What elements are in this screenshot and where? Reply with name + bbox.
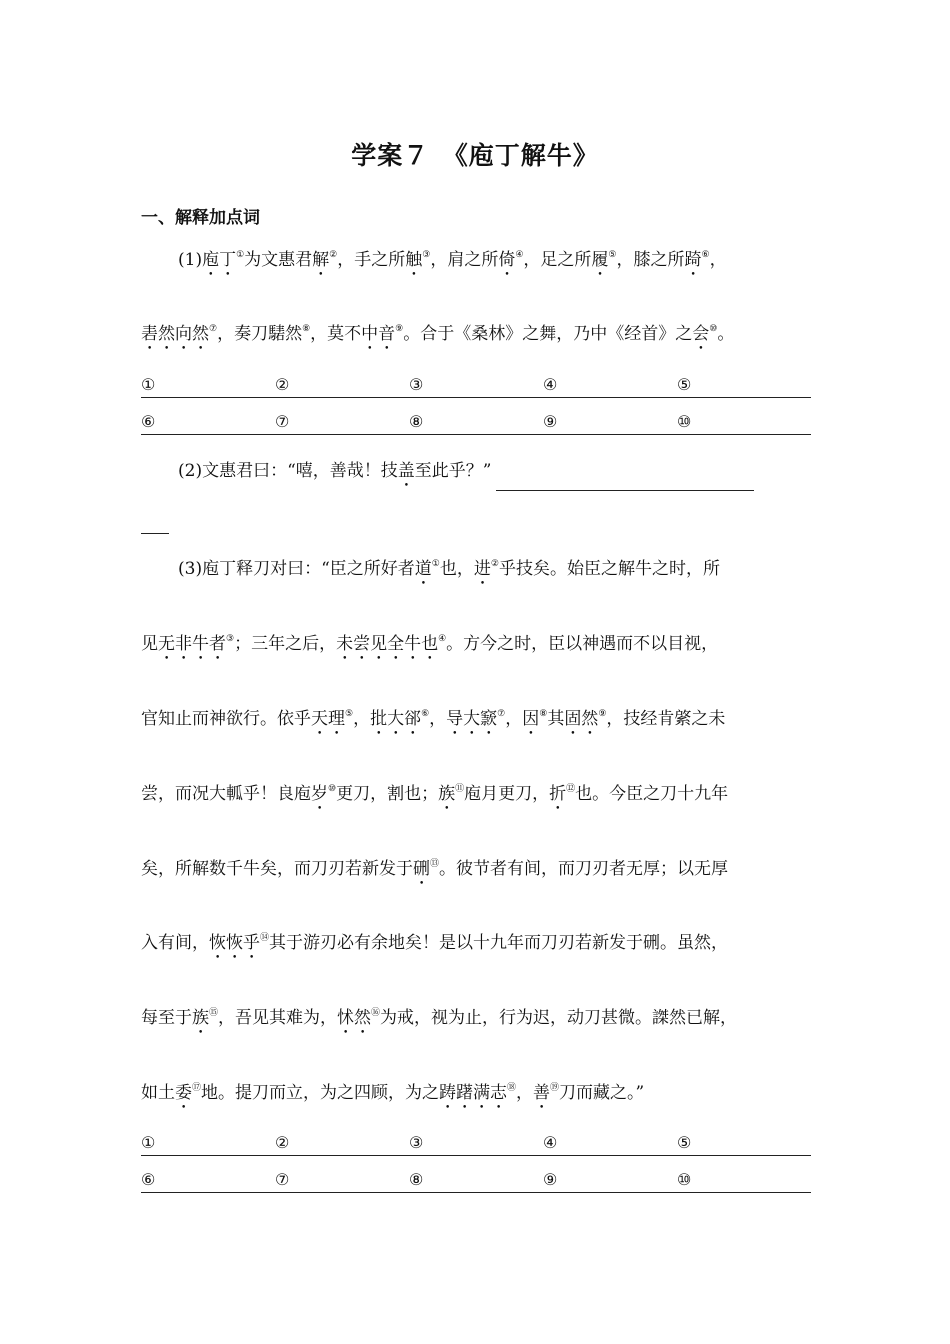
dotted-term: 硎 bbox=[413, 859, 430, 879]
q1-line-1 bbox=[178, 248, 811, 280]
q1-text-2 bbox=[141, 324, 734, 344]
q3-label: (3) bbox=[178, 559, 203, 579]
text-run: 。 bbox=[717, 324, 735, 344]
text-run: ，膝之所 bbox=[616, 250, 685, 270]
text-run: 。彼节者有间，而刀刃者无厚；以无厚 bbox=[439, 859, 729, 879]
footnote-marker: ⑩ bbox=[328, 784, 337, 794]
answer-marker: ⑩ bbox=[677, 412, 692, 431]
q3-text-6 bbox=[141, 933, 728, 953]
text-run: ，足之所 bbox=[523, 250, 592, 270]
dotted-term: 进 bbox=[473, 559, 491, 579]
dotted-term: 未尝见全牛也 bbox=[336, 634, 439, 654]
q1-line-2 bbox=[141, 322, 811, 354]
footnote-marker: ⑤ bbox=[345, 709, 354, 719]
text-run: ；三年之后， bbox=[234, 634, 337, 654]
q2-text bbox=[202, 461, 491, 481]
answer-marker: ⑥ bbox=[141, 1170, 156, 1189]
text-run: 尝，而况大軱乎！良庖 bbox=[141, 784, 311, 804]
q3-text-2 bbox=[141, 634, 718, 654]
text-run: ， bbox=[353, 709, 371, 729]
footnote-marker: ⑧ bbox=[539, 709, 548, 719]
text-run: 也。今臣之刀十九年 bbox=[575, 784, 729, 804]
text-run: 官知止而神欲行。依乎 bbox=[141, 709, 311, 729]
answer-marker: ② bbox=[275, 1133, 290, 1152]
text-run: 地。提刀而立，为之四顾，为之 bbox=[201, 1083, 440, 1103]
text-run: ， bbox=[505, 709, 523, 729]
answer-marker: ④ bbox=[543, 375, 558, 394]
text-run: 。合于《桑林》之舞，乃中《经首》之 bbox=[403, 324, 693, 344]
footnote-marker: ⑭ bbox=[260, 933, 270, 943]
footnote-marker: ① bbox=[236, 250, 245, 260]
footnote-marker: ⑪ bbox=[455, 784, 465, 794]
text-run: 庖月更刀， bbox=[464, 784, 550, 804]
text-run: 入有间， bbox=[141, 933, 209, 953]
text-run: ， bbox=[709, 250, 727, 270]
dotted-term: 恢恢乎 bbox=[209, 933, 260, 953]
footnote-marker: ⑥ bbox=[701, 250, 710, 260]
q2-label: (2) bbox=[178, 461, 203, 481]
footnote-marker: ⑨ bbox=[395, 324, 404, 334]
text-run: ，肩之所 bbox=[430, 250, 499, 270]
text-run: 见 bbox=[141, 634, 158, 654]
q2-line-2 bbox=[141, 510, 811, 534]
text-run: 其 bbox=[547, 709, 565, 729]
dotted-term: 固然 bbox=[564, 709, 599, 729]
q3-text-5 bbox=[141, 859, 728, 879]
dotted-term: 善 bbox=[533, 1083, 551, 1103]
dotted-term: 触 bbox=[405, 250, 423, 270]
q3-line-8 bbox=[141, 1081, 811, 1113]
text-run: 为文惠君 bbox=[244, 250, 313, 270]
q3-text-4 bbox=[141, 784, 728, 804]
text-run: 也， bbox=[439, 559, 474, 579]
dotted-term: 岁 bbox=[311, 784, 328, 804]
section-heading: 一、解释加点词 bbox=[141, 208, 260, 228]
answer-marker: ⑨ bbox=[543, 1170, 558, 1189]
dotted-term: 因 bbox=[522, 709, 540, 729]
footnote-marker: ⑤ bbox=[608, 250, 617, 260]
answer-marker: ⑤ bbox=[677, 1133, 692, 1152]
footnote-marker: ② bbox=[329, 250, 338, 260]
footnote-marker: ⑫ bbox=[566, 784, 576, 794]
footnote-marker: ⑧ bbox=[302, 324, 311, 334]
dotted-term: 中音 bbox=[361, 324, 396, 344]
footnote-marker: ⑨ bbox=[598, 709, 607, 719]
dotted-term: 踦 bbox=[684, 250, 702, 270]
text-run: 每至于 bbox=[141, 1008, 192, 1028]
answer-marker: ① bbox=[141, 1133, 156, 1152]
dotted-term: 导大窾 bbox=[446, 709, 498, 729]
q1-answer-row-2[interactable] bbox=[141, 412, 811, 435]
answer-marker: ② bbox=[275, 375, 290, 394]
dotted-term: 会 bbox=[692, 324, 710, 344]
text-run: 为戒，视为止，行为迟，动刀甚微。謋然已解， bbox=[380, 1008, 738, 1028]
footnote-marker: ④ bbox=[515, 250, 524, 260]
answer-marker: ① bbox=[141, 375, 156, 394]
q1-label: (1) bbox=[178, 250, 203, 270]
answer-marker: ⑨ bbox=[543, 412, 558, 431]
footnote-marker: ⑰ bbox=[192, 1083, 202, 1093]
answer-marker: ③ bbox=[409, 1133, 424, 1152]
dotted-term: 族 bbox=[438, 784, 456, 804]
text-run: 乎技矣。始臣之解牛之时，所 bbox=[498, 559, 720, 579]
footnote-marker: ⑩ bbox=[709, 324, 718, 334]
dotted-term: 族 bbox=[192, 1008, 209, 1028]
answer-marker: ⑦ bbox=[275, 412, 290, 431]
q3-answer-row-1[interactable] bbox=[141, 1133, 811, 1156]
dotted-term: 砉然 bbox=[141, 324, 175, 344]
q3-text-7 bbox=[141, 1008, 737, 1028]
dotted-term: 踌躇满志 bbox=[439, 1083, 508, 1103]
text-run: 更刀，割也； bbox=[336, 784, 439, 804]
text-run: ， bbox=[429, 709, 447, 729]
text-run: 。方今之时，臣以神遇而不以目视， bbox=[446, 634, 719, 654]
text-run: ， bbox=[516, 1083, 534, 1103]
q3-line-2 bbox=[141, 632, 811, 664]
footnote-marker: ⑲ bbox=[550, 1083, 560, 1093]
dotted-term: 盖 bbox=[397, 461, 415, 481]
q3-line-1 bbox=[178, 557, 811, 589]
q3-text-8 bbox=[141, 1083, 644, 1103]
text-run: 其于游刃必有余地矣！是以十九年而刀刃若新发于硎。虽然， bbox=[269, 933, 729, 953]
footnote-marker: ⑦ bbox=[209, 324, 218, 334]
q2-line-1 bbox=[178, 459, 811, 491]
footnote-marker: ⑯ bbox=[371, 1008, 381, 1018]
answer-marker: ⑧ bbox=[409, 412, 424, 431]
q2-answer-blank-cont[interactable] bbox=[141, 515, 169, 534]
text-run: 至此乎？” bbox=[414, 461, 492, 481]
dotted-term: 向然 bbox=[175, 324, 209, 344]
text-run: 騞然 bbox=[268, 324, 303, 344]
text-run: 庖丁释刀对曰：“臣之所好者 bbox=[202, 559, 415, 579]
answer-marker: ⑧ bbox=[409, 1170, 424, 1189]
dotted-term: 解 bbox=[312, 250, 330, 270]
q1-text-1 bbox=[202, 250, 726, 270]
dotted-term: 天理 bbox=[311, 709, 345, 729]
footnote-marker: ③ bbox=[226, 634, 235, 644]
footnote-marker: ① bbox=[431, 559, 440, 569]
footnote-marker: ③ bbox=[422, 250, 431, 260]
text-run: ，莫不 bbox=[310, 324, 362, 344]
footnote-marker: ⑮ bbox=[209, 1008, 219, 1018]
q3-line-6 bbox=[141, 931, 811, 963]
answer-marker: ⑩ bbox=[677, 1170, 692, 1189]
text-run: 刀而藏之。” bbox=[559, 1083, 645, 1103]
q3-text-1 bbox=[202, 559, 720, 579]
text-run: 文惠君曰：“嘻，善哉！技 bbox=[202, 461, 398, 481]
dotted-term: 庖丁 bbox=[202, 250, 237, 270]
text-run: ，技经肯綮之未 bbox=[606, 709, 726, 729]
dotted-term: 委 bbox=[175, 1083, 192, 1103]
q3-line-5 bbox=[141, 857, 811, 889]
footnote-marker: ⑱ bbox=[507, 1083, 517, 1093]
q3-answer-row-2[interactable] bbox=[141, 1170, 811, 1193]
text-run: 如土 bbox=[141, 1083, 175, 1103]
answer-marker: ③ bbox=[409, 375, 424, 394]
footnote-marker: ⑥ bbox=[421, 709, 430, 719]
dotted-term: 折 bbox=[549, 784, 567, 804]
q3-text-3 bbox=[141, 709, 725, 729]
dotted-term: 批大郤 bbox=[370, 709, 422, 729]
dotted-term: 怵然 bbox=[337, 1008, 372, 1028]
page-title: 学案７ 《庖丁解牛》 bbox=[351, 141, 599, 170]
text-run: ，吾见其难为， bbox=[218, 1008, 338, 1028]
footnote-marker: ⑬ bbox=[430, 859, 440, 869]
dotted-term: 道 bbox=[414, 559, 432, 579]
answer-marker: ⑤ bbox=[677, 375, 692, 394]
q3-line-4 bbox=[141, 782, 811, 814]
footnote-marker: ⑦ bbox=[497, 709, 506, 719]
text-run: 矣，所解数千牛矣，而刀刃若新发于 bbox=[141, 859, 413, 879]
footnote-marker: ② bbox=[490, 559, 499, 569]
text-run: ，奏刀 bbox=[217, 324, 269, 344]
q2-answer-blank[interactable] bbox=[496, 472, 754, 491]
answer-marker: ⑥ bbox=[141, 412, 156, 431]
q3-line-3 bbox=[141, 707, 811, 739]
dotted-term: 履 bbox=[591, 250, 609, 270]
footnote-marker: ④ bbox=[438, 634, 447, 644]
q3-line-7 bbox=[141, 1006, 811, 1038]
dotted-term: 倚 bbox=[498, 250, 516, 270]
answer-marker: ⑦ bbox=[275, 1170, 290, 1189]
dotted-term: 无非牛者 bbox=[158, 634, 226, 654]
q1-answer-row-1[interactable] bbox=[141, 375, 811, 398]
answer-marker: ④ bbox=[543, 1133, 558, 1152]
text-run: ，手之所 bbox=[337, 250, 406, 270]
